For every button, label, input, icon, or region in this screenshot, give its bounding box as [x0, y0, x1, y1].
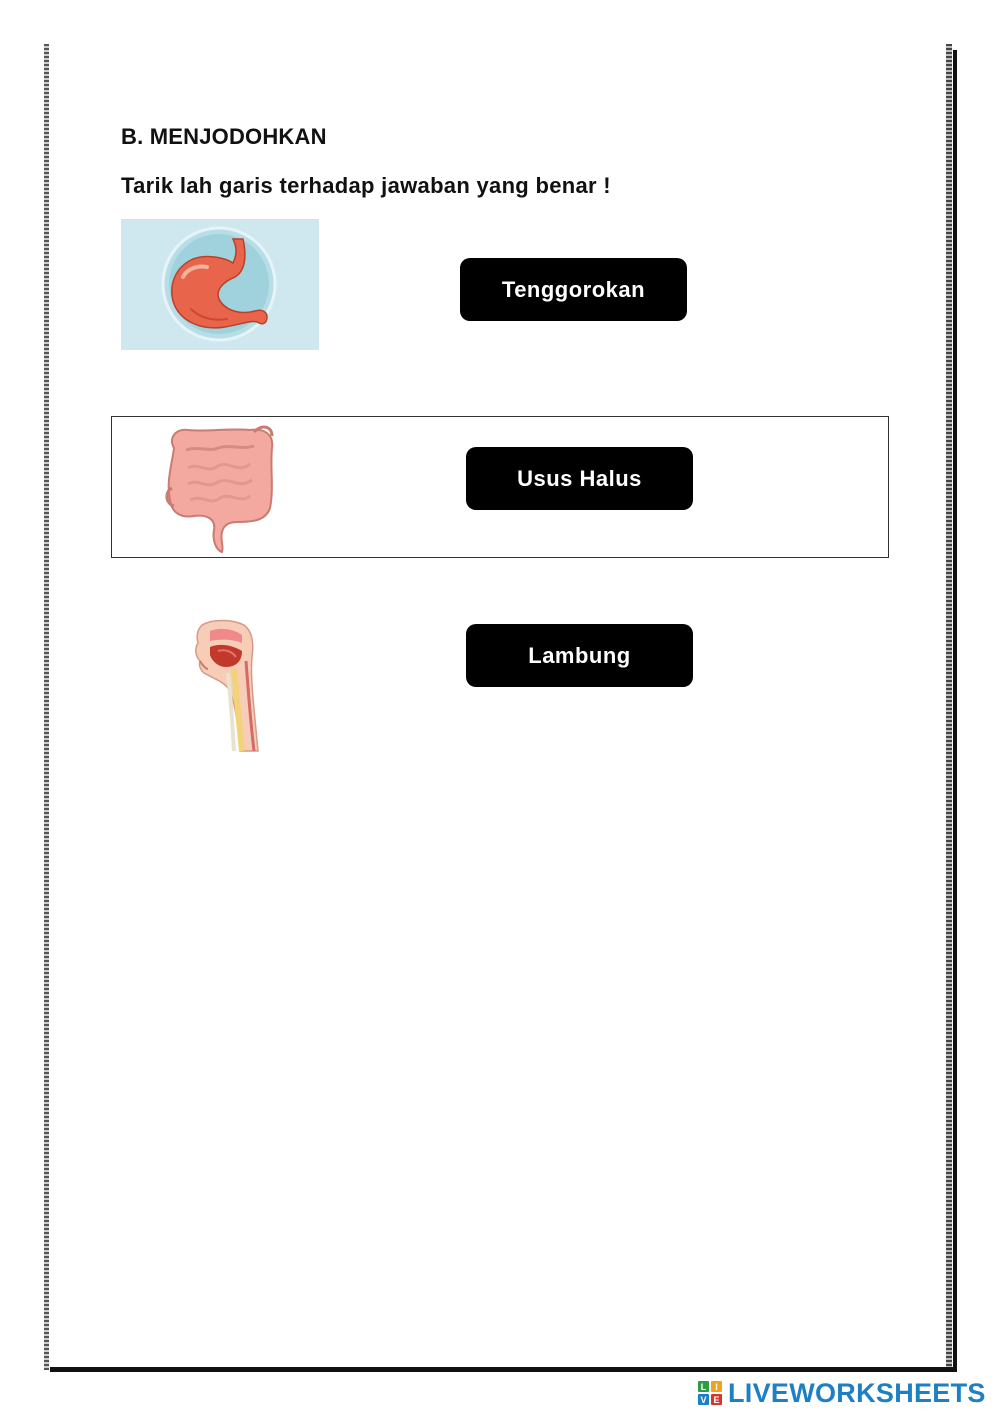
logo-letter: E	[711, 1394, 722, 1405]
liveworksheets-watermark	[698, 1377, 986, 1409]
intestine-image[interactable]	[158, 418, 278, 554]
answer-lambung[interactable]: Lambung	[466, 624, 693, 687]
logo-letter: L	[698, 1381, 709, 1392]
page-border-bottom	[50, 1367, 956, 1372]
stomach-image[interactable]	[121, 219, 319, 350]
liveworksheets-logo-icon	[698, 1381, 722, 1405]
page-border-right	[946, 44, 952, 1370]
throat-image[interactable]	[188, 617, 268, 753]
page-border-left	[44, 44, 49, 1370]
instruction-text: Tarik lah garis terhadap jawaban yang benar !	[121, 173, 611, 198]
page-border-shadow	[953, 50, 957, 1372]
logo-letter: V	[698, 1394, 709, 1405]
large-intestine-icon	[158, 418, 278, 554]
watermark-text: LIVEWORKSHEETS	[728, 1377, 986, 1408]
section-heading: B. MENJODOHKAN	[121, 124, 327, 149]
logo-letter: I	[711, 1381, 722, 1392]
answer-tenggorokan[interactable]: Tenggorokan	[460, 258, 687, 321]
throat-cross-section-icon	[188, 617, 268, 753]
answer-usus-halus[interactable]: Usus Halus	[466, 447, 693, 510]
stomach-icon	[121, 219, 319, 350]
